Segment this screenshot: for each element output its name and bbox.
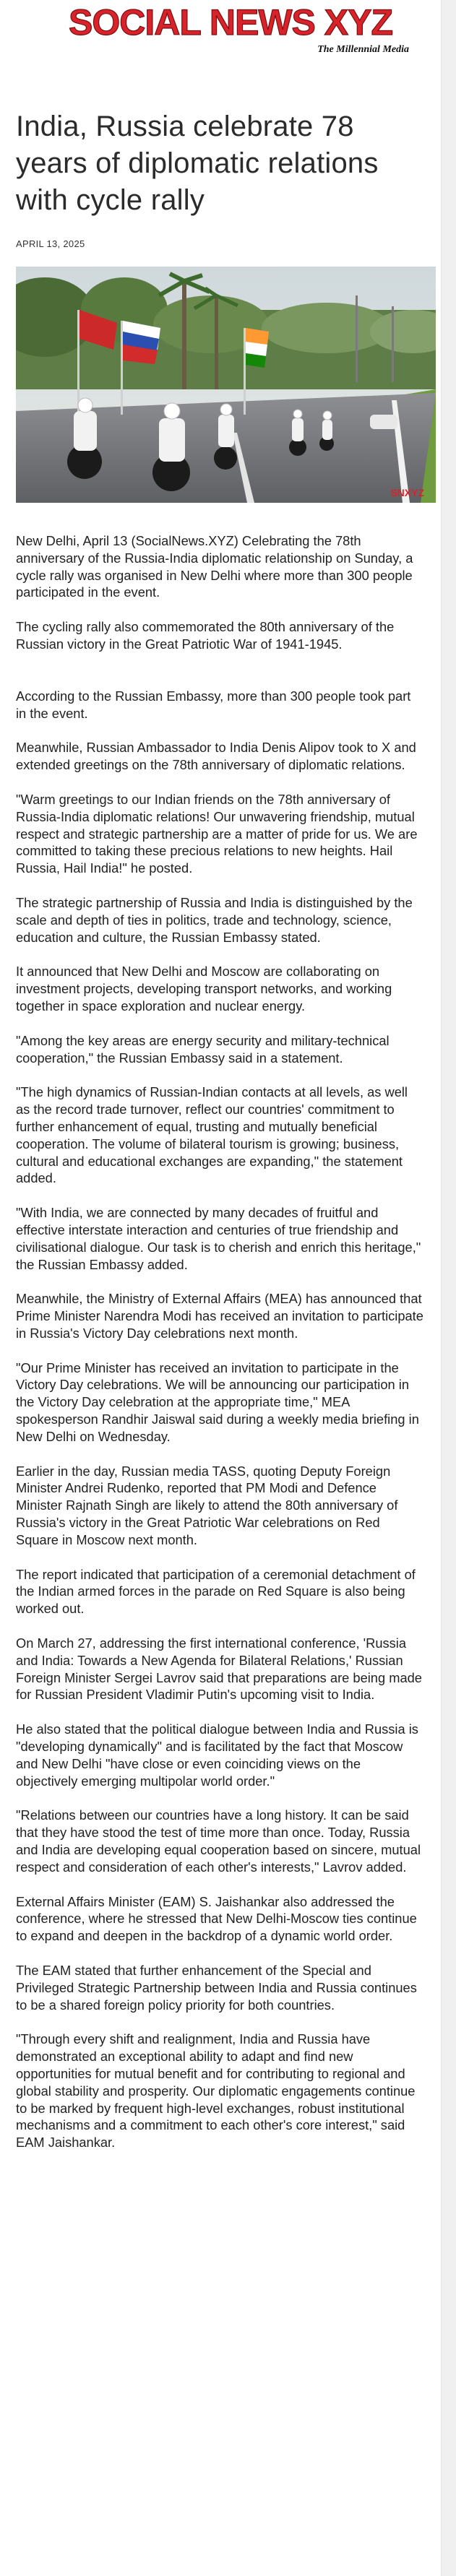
paragraph: "Among the key areas are energy security and military-technical cooperation," the Russian Embassy said in a statement.: [16, 1032, 390, 1066]
paragraph: The strategic partnership of Russia and India is distinguished by the scale and depth of ties in politics, trade and technology, science, education and culture, the Russian Embassy stated.: [16, 894, 413, 945]
paragraph: On March 27, addressing the first international conference, 'Russia and India: Towards a New Agenda for Bilateral Relations,' Russian Foreign Minister Sergei Lavrov said that preparations are being made for Russian President Vladimir Putin's upcoming visit to India.: [16, 1635, 422, 1703]
article-body: [16, 532, 423, 2151]
paragraph: Meanwhile, the Ministry of External Affairs (MEA) has announced that Prime Minister Narendra Modi has received an invitation to participate in Russia's Victory Day celebrations next month.: [16, 1291, 423, 1341]
paragraph: The report indicated that participation of a ceremonial detachment of the Indian armed forces in the parade on Red Square is also being worked out.: [16, 1566, 416, 1617]
logo-tagline: The Millennial Media: [317, 44, 409, 55]
paragraph: Meanwhile, Russian Ambassador to India Denis Alipov took to X and extended greetings on the 78th anniversary of diplomatic relations.: [16, 740, 416, 773]
vertical-scrollbar[interactable]: [441, 0, 456, 2576]
paragraph: New Delhi, April 13 (SocialNews.XYZ) Celebrating the 78th anniversary of the Russia-India diplomatic relationship on Sunday, a cycle rally was organised in New Delhi where more than 300 people participated in the event.: [16, 533, 413, 600]
paragraph: "Warm greetings to our Indian friends on the 78th anniversary of Russia-India diplomatic relations! Our unwavering friendship, mutual respect and strategic partnership are a matter of pride for us. We are committed to taking these precious relations to new heights. Hail Russia, Hail India!" he posted.: [16, 791, 418, 876]
article-title: India, Russia celebrate 78 years of diplomatic relations with cycle rally: [16, 111, 379, 216]
article-date: APRIL 13, 2025: [16, 238, 85, 249]
paragraph: He also stated that the political dialogue between India and Russia is "developing dynamically" and is facilitated by the fact that Moscow and New Delhi "have close or even coinciding views on the objectively emerging multipolar world order.": [16, 1721, 418, 1789]
site-logo[interactable]: [25, 3, 436, 61]
paragraph: The cycling rally also commemorated the 80th anniversary of the Russian victory in the Great Patriotic War of 1941-1945.: [16, 619, 395, 652]
paragraph: According to the Russian Embassy, more than 300 people took part in the event.: [16, 688, 411, 721]
paragraph: External Affairs Minister (EAM) S. Jaishankar also addressed the conference, where he stressed that New Delhi-Moscow ties continue to expand and deepen in the backdrop of a dynamic world order.: [16, 1893, 417, 1944]
paragraph: "The high dynamics of Russian-Indian contacts at all levels, as well as the record trade turnover, reflect our countries' commitment to further enhancement of equal, trusting and mutually beneficial cooperation. The volume of bilateral tourism is growing; business, cultural and educational exchanges are expanding," the statement added.: [16, 1084, 408, 1186]
paragraph: The EAM stated that further enhancement of the Special and Privileged Strategic Partnership between India and Russia continues to be a shared foreign policy priority for both countries.: [16, 1963, 417, 2013]
site-header: [16, 0, 423, 72]
logo-text: SOCIAL NEWS XYZ: [68, 3, 393, 43]
image-watermark: SNXYZ: [390, 487, 424, 498]
paragraph: "Relations between our countries have a long history. It can be said that they have stood the test of time more than once. Today, Russia and India are developing equal cooperation based on sincere, mutual respect and consideration of each other's interests," Lavrov added.: [16, 1807, 421, 1875]
paragraph: "With India, we are connected by many decades of fruitful and effective interstate interaction and centuries of true friendship and civilisational dialogue. Our task is to cherish and enrich this heritage," the Russian Embassy added.: [16, 1205, 421, 1272]
paragraph: "Through every shift and realignment, India and Russia have demonstrated an exceptional ability to adapt and find new opportunities for mutual benefit and for contributing to regional and global stability and prosperity. Our diplomatic engagements continue to be marked by frequent high-level exchanges, robust institutional mechanisms and a commitment to each other's core interest," said EAM Jaishankar.: [16, 2031, 416, 2151]
paragraph: "Our Prime Minister has received an invitation to participate in the Victory Day celebrations. We will be announcing our participation in the Victory Day celebration at the appropriate time," MEA spokesperson Randhir Jaiswal said during a weekly media briefing in New Delhi on Wednesday.: [16, 1360, 419, 1444]
paragraph: Earlier in the day, Russian media TASS, quoting Deputy Foreign Minister Andrei Rudenko, reported that PM Modi and Defence Minister Rajnath Singh are likely to attend the 80th anniversary of Russia's victory in the Great Patriotic War celebrations on Red Square in Moscow next month.: [16, 1463, 398, 1547]
paragraph: It announced that New Delhi and Moscow are collaborating on investment projects, developing transport networks, and working together in space exploration and nuclear energy.: [16, 964, 392, 1013]
article-hero-image: [16, 267, 436, 503]
